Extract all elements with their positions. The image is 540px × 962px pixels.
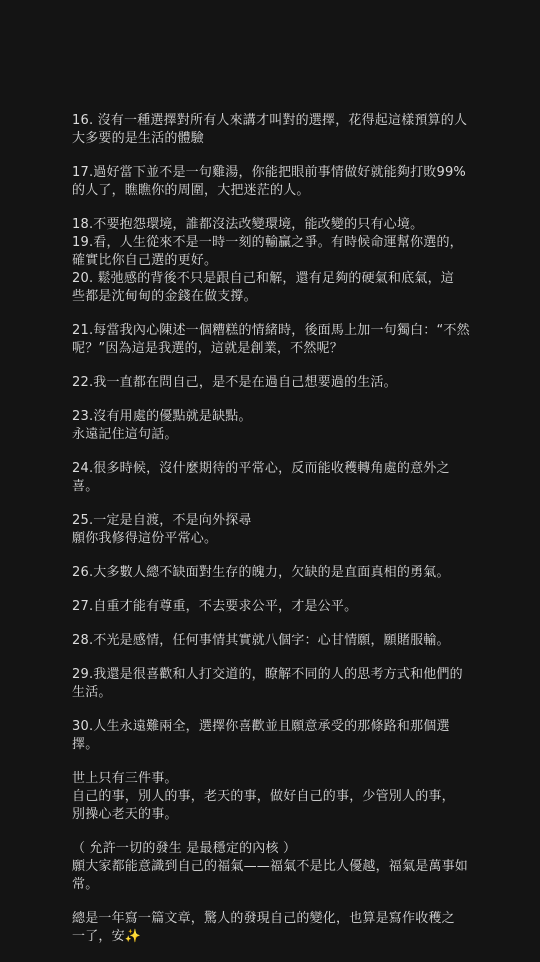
- text-line: 26.大多數人總不缺面對生存的魄力，欠缺的是直面真相的勇氣。: [72, 565, 450, 580]
- text-line: 世上只有三件事。: [72, 771, 178, 786]
- text-line: 18.不要抱怨環境，誰都沒法改變環境，能改變的只有心境。: [72, 217, 424, 232]
- text-line-content: 一了，安: [72, 929, 125, 944]
- text-line: 24.很多時候，沒什麼期待的平常心，反而能收穫轉角處的意外之: [72, 461, 450, 476]
- text-line: 自己的事，別人的事，老天的事，做好自己的事，少管別人的事，: [72, 789, 455, 804]
- text-line: 16. 沒有一種選擇對所有人來講才叫對的選擇，花得起這樣預算的人: [72, 113, 468, 128]
- paragraph: [72, 632, 472, 650]
- text-line: 喜。: [72, 479, 99, 494]
- text-line: 願大家都能意識到自己的福氣——福氣不是比人優越，福氣是萬事如: [72, 859, 469, 874]
- text-line: 生活。: [72, 685, 112, 700]
- text-line: 些都是沈甸甸的金錢在做支撐。: [72, 289, 257, 304]
- text-line: 22.我一直都在問自己，是不是在過自己想要過的生活。: [72, 375, 397, 390]
- paragraph: [72, 322, 472, 358]
- sparkles-icon: ✨: [124, 929, 142, 944]
- text-line: 19.看，人生從來不是一時一刻的輸贏之爭。有時候命運幫你選的，: [72, 235, 463, 250]
- paragraph: [72, 718, 472, 754]
- text-line: 呢？”因為這是我選的，這就是創業，不然呢？: [72, 341, 343, 356]
- text-line: 21.每當我內心陳述一個糟糕的情緒時，後面馬上加一句獨白：“不然: [72, 323, 470, 338]
- paragraph: [72, 666, 472, 702]
- text-line: （ 允許一切的發生 是最穩定的內核 ）: [72, 841, 297, 856]
- paragraph: [72, 840, 472, 894]
- text-line: 28.不光是感情，任何事情其實就八個字：心甘情願，願賭服輸。: [72, 633, 450, 648]
- paragraph: [72, 112, 472, 148]
- text-line: 20. 鬆弛感的背後不只是跟自己和解，還有足夠的硬氣和底氣，這: [72, 271, 455, 286]
- paragraph: [72, 270, 472, 306]
- text-line: 擇。: [72, 737, 99, 752]
- text-line: 17.過好當下並不是一句雞湯，你能把眼前事情做好就能夠打敗99%: [72, 165, 466, 180]
- text-line: 永遠記住這句話。: [72, 427, 178, 442]
- paragraph: [72, 598, 472, 616]
- text-line: 23.沒有用處的優點就是缺點。: [72, 409, 252, 424]
- paragraph: [72, 164, 472, 200]
- text-line: 30.人生永遠難兩全，選擇你喜歡並且願意承受的那條路和那個選: [72, 719, 450, 734]
- text-line: 總是一年寫一篇文章，驚人的發現自己的變化，也算是寫作收穫之: [72, 911, 455, 926]
- text-line: 常。: [72, 877, 99, 892]
- paragraph: [72, 374, 472, 392]
- document-body: [72, 112, 472, 962]
- paragraph: [72, 564, 472, 582]
- paragraph: [72, 770, 472, 824]
- paragraph: [72, 234, 472, 270]
- text-line: 別操心老天的事。: [72, 807, 178, 822]
- paragraph: [72, 216, 472, 234]
- text-line: 願你我修得這份平常心。: [72, 531, 218, 546]
- text-line: 27.自重才能有尊重，不去要求公平，才是公平。: [72, 599, 358, 614]
- paragraph: [72, 910, 472, 946]
- paragraph: [72, 512, 472, 548]
- text-line: 的人了，瞧瞧你的周圍，大把迷茫的人。: [72, 183, 310, 198]
- text-line: 確實比你自己選的更好。: [72, 253, 218, 268]
- text-line: [72, 928, 472, 946]
- text-line: 大多要的是生活的體驗: [72, 131, 205, 146]
- paragraph: [72, 460, 472, 496]
- text-line: 25.一定是自渡，不是向外探尋: [72, 513, 252, 528]
- text-line: 29.我還是很喜歡和人打交道的，瞭解不同的人的思考方式和他們的: [72, 667, 463, 682]
- paragraph: [72, 408, 472, 444]
